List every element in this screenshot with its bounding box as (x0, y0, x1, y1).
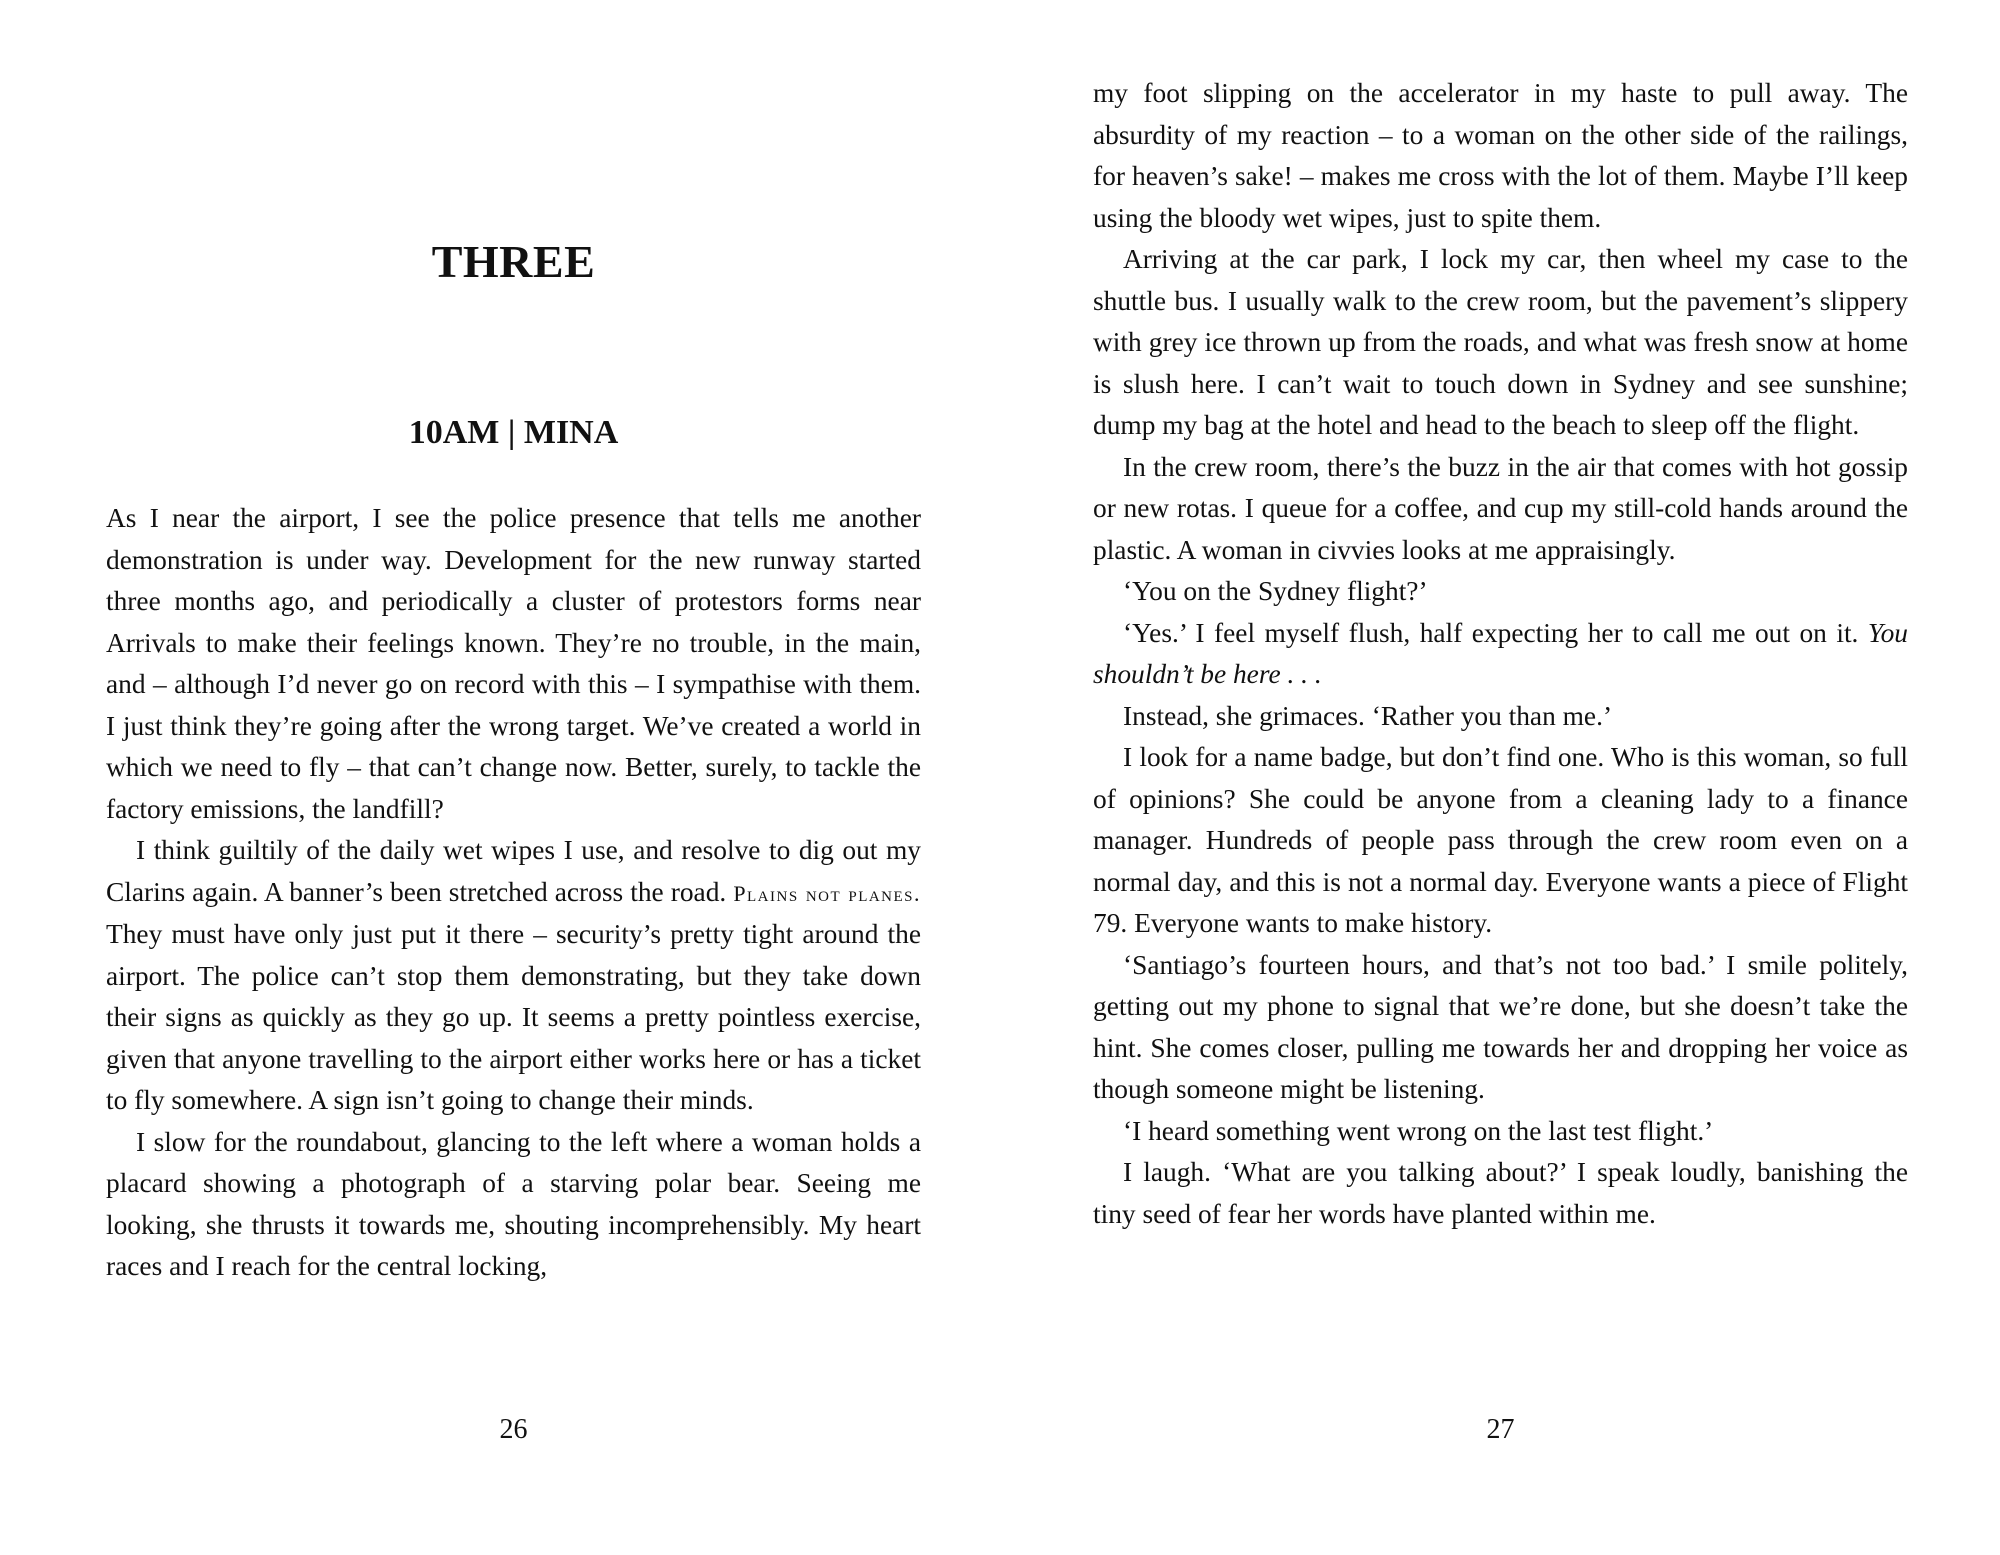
paragraph-text: ‘I heard something went wrong on the last test flight.’ (1123, 1115, 1714, 1146)
small-caps-text: Plains not planes. (733, 880, 921, 906)
page-number-left: 26 (499, 1414, 528, 1445)
paragraph-text: I think guiltily of the daily wet wipes I use, and resolve to dig out my Clarins again. A banner’s been stretched across the road. (106, 835, 921, 907)
page-number-right: 27 (1486, 1414, 1515, 1445)
paragraph-text: In the crew room, there’s the buzz in the air that comes with hot gossip or new rotas. I queue for a coffee, and cup my still-cold hands around the plastic. A woman in civvies looks at me appraisingly. (1093, 451, 1908, 565)
paragraph-text: Arriving at the car park, I lock my car, then wheel my case to the shuttle bus. I usually walk to the crew room, but the pavement’s slippery with grey ice thrown up from the roads, and what was fresh snow at home is slush here. I can’t wait to touch down in Sydney and see sunshine; dump my bag at the hotel and head to the beach to sleep off the flight. (1093, 244, 1908, 440)
body-paragraph (1093, 945, 1908, 1111)
body-paragraph (106, 498, 921, 830)
body-paragraph (106, 830, 921, 1122)
left-page-body (106, 498, 921, 1288)
paragraph-text: ‘You on the Sydney flight?’ (1123, 576, 1428, 606)
paragraph-text: I look for a name badge, but don’t find one. Who is this woman, so full of opinions? She could be anyone from a cleaning lady to a finance manager. Hundreds of people pass through the crew room even on a normal day, and this is not a normal day. Everyone wants a piece of Flight 79. Everyone wants to make history. (1093, 742, 1908, 938)
body-paragraph (1093, 1111, 1908, 1153)
italic-text: You shouldn’t be here . . . (1093, 617, 1908, 689)
right-page (1093, 0, 1908, 1555)
body-paragraph (1093, 73, 1908, 239)
paragraph-text: As I near the airport, I see the police presence that tells me another demonstration is under way. Development for the new runway started three months ago, and periodically a cluster of protestors forms near Arrivals to make their feelings known. They’re no trouble, in the main, and – although I’d never go on record with this – I sympathise with them. I just think they’re going after the wrong target. We’ve created a world in which we need to fly – that can’t change now. Better, surely, to tackle the factory emissions, the landfill? (106, 503, 921, 824)
body-paragraph (106, 1122, 921, 1288)
paragraph-text: I laugh. ‘What are you talking about?’ I speak loudly, banishing the tiny seed of fear her words have planted within me. (1093, 1157, 1908, 1229)
body-paragraph (1093, 613, 1908, 696)
paragraph-text: I slow for the roundabout, glancing to the left where a woman holds a placard showing a photograph of a starving polar bear. Seeing me looking, she thrusts it towards me, shouting incomprehensibly. My heart races and I reach for the central locking, (106, 1126, 921, 1281)
body-paragraph (1093, 447, 1908, 572)
body-paragraph (1093, 571, 1908, 613)
paragraph-text: my foot slipping on the accelerator in my haste to pull away. The absurdity of my reaction – to a woman on the other side of the railings, for heaven’s sake! – makes me cross with the lot of them. Maybe I’ll keep using the bloody wet wipes, just to spite them. (1093, 78, 1908, 233)
body-paragraph (1093, 696, 1908, 738)
left-page (106, 0, 921, 1555)
body-paragraph (1093, 1152, 1908, 1235)
right-page-body (1093, 73, 1908, 1235)
paragraph-text: ‘Yes.’ I feel myself flush, half expecting her to call me out on it. (1123, 617, 1868, 648)
paragraph-text: ‘Santiago’s fourteen hours, and that’s not too bad.’ I smile politely, getting out my phone to signal that we’re done, but she doesn’t take the hint. She comes closer, pulling me towards her and dropping her voice as though someone might be listening. (1093, 949, 1908, 1104)
paragraph-text: Instead, she grimaces. ‘Rather you than me.’ (1123, 700, 1613, 731)
body-paragraph (1093, 737, 1908, 945)
paragraph-text: They must have only just put it there – security’s pretty tight around the airport. The police can’t stop them demonstrating, but they take down their signs as quickly as they go up. It seems a pretty pointless exercise, given that anyone travelling to the airport either works here or has a ticket to fly somewhere. A sign isn’t going to change their minds. (106, 919, 921, 1115)
chapter-title: THREE (431, 236, 596, 287)
body-paragraph (1093, 239, 1908, 447)
section-heading: 10AM | MINA (408, 414, 619, 451)
